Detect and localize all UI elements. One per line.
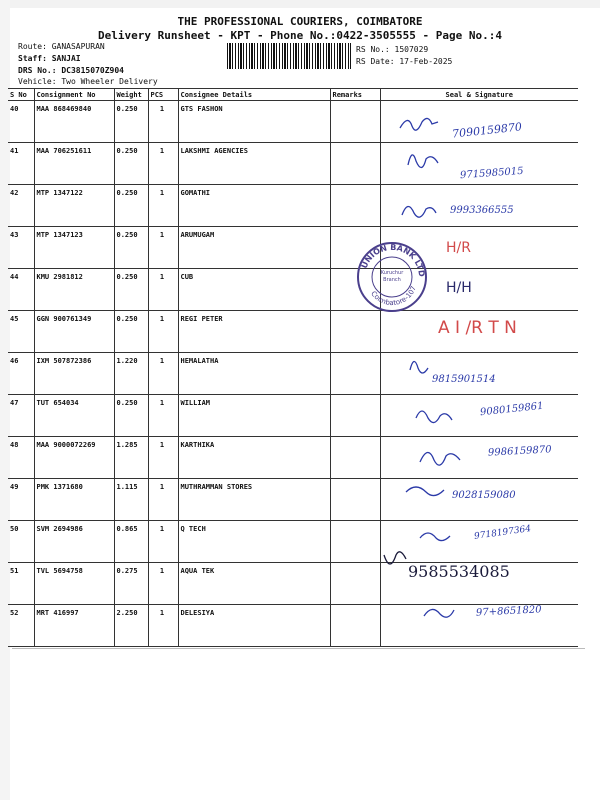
sno: 48 [8, 437, 34, 479]
weight: 0.250 [114, 143, 148, 185]
col-sno: S No [8, 89, 34, 101]
drs-number: DRS No.: DC3815070Z904 [18, 66, 124, 75]
consignment-no: GGN 900761349 [34, 311, 114, 353]
stamp-branch: Kuruchur Branch [380, 270, 404, 283]
signature-phone-48: 9986159870 [487, 444, 552, 459]
weight: 0.250 [114, 227, 148, 269]
consignee: KARTHIKA [178, 437, 330, 479]
consignment-no: MTP 1347123 [34, 227, 114, 269]
signature-phone-52: 97+8651820 [475, 604, 542, 619]
consignee: MUTHRAMMAN STORES [178, 479, 330, 521]
col-consignee: Consignee Details [178, 89, 330, 101]
pcs: 1 [148, 437, 178, 479]
signature-mark [420, 533, 450, 541]
signature-mark [410, 361, 428, 373]
consignee: HEMALATHA [178, 353, 330, 395]
weight: 0.250 [114, 269, 148, 311]
sno: 45 [8, 311, 34, 353]
sno: 40 [8, 101, 34, 143]
consignee: ARUMUGAM [178, 227, 330, 269]
consignee: CUB [178, 269, 330, 311]
signature-phone-49: 9028159080 [452, 490, 516, 501]
consignment-no: SVM 2694986 [34, 521, 114, 563]
rs-number: RS No.: 1507029 [356, 45, 429, 54]
consignment-no: MAA 706251611 [34, 143, 114, 185]
signature-phone-41: 9715985015 [459, 165, 524, 182]
col-pcs: PCS [148, 89, 178, 101]
col-seal: Seal & Signature [380, 89, 578, 101]
signature-phone-46: 9815901514 [432, 374, 496, 385]
bank-stamp [355, 240, 429, 314]
pcs: 1 [148, 269, 178, 311]
route-label: Route: GANASAPURAN [18, 42, 105, 51]
sno: 52 [8, 605, 34, 647]
consignment-no: TVL 5694758 [34, 563, 114, 605]
signature-mark [406, 487, 444, 496]
consignment-no: KMU 2981812 [34, 269, 114, 311]
signature-phone-51: 9585534085 [408, 562, 510, 581]
consignment-no: PMK 1371680 [34, 479, 114, 521]
remark-hh: H/H [446, 280, 472, 296]
footer-divider [12, 648, 585, 649]
weight: 0.250 [114, 101, 148, 143]
weight: 1.285 [114, 437, 148, 479]
signature-phone-40: 7090159870 [451, 120, 523, 141]
pcs: 1 [148, 563, 178, 605]
signature-mark [400, 118, 438, 130]
sno: 49 [8, 479, 34, 521]
consignment-no: MAA 868469840 [34, 101, 114, 143]
weight: 0.865 [114, 521, 148, 563]
vehicle-label: Vehicle: Two Wheeler Delivery [18, 77, 158, 86]
company-title: THE PROFESSIONAL COURIERS, COIMBATORE [177, 15, 423, 28]
signature-phone-47: 9080159861 [479, 400, 545, 419]
rs-date: RS Date: 17-Feb-2025 [356, 57, 453, 66]
consignee: Q TECH [178, 521, 330, 563]
signature-mark [408, 155, 438, 168]
sno: 50 [8, 521, 34, 563]
pcs: 1 [148, 395, 178, 437]
sno: 44 [8, 269, 34, 311]
weight: 0.250 [114, 311, 148, 353]
sno: 41 [8, 143, 34, 185]
consignment-no: MTP 1347122 [34, 185, 114, 227]
consignee: GTS FASHON [178, 101, 330, 143]
weight: 0.275 [114, 563, 148, 605]
consignment-no: TUT 654034 [34, 395, 114, 437]
pcs: 1 [148, 185, 178, 227]
runsheet-title: Delivery Runsheet - KPT - Phone No.:0422-3505555 - Page No.:4 [98, 29, 502, 42]
col-consignment: Consignment No [34, 89, 114, 101]
sno: 51 [8, 563, 34, 605]
signature-mark [420, 452, 460, 465]
signature-phone-50: 9718197364 [473, 524, 532, 542]
weight: 0.250 [114, 185, 148, 227]
signature-mark [424, 609, 454, 617]
consignee: AQUA TEK [178, 563, 330, 605]
consignment-no: MRT 416997 [34, 605, 114, 647]
pcs: 1 [148, 143, 178, 185]
signature-mark [416, 411, 452, 423]
pcs: 1 [148, 605, 178, 647]
consignee: REGI PETER [178, 311, 330, 353]
weight: 1.220 [114, 353, 148, 395]
sno: 47 [8, 395, 34, 437]
sno: 42 [8, 185, 34, 227]
signature-mark [384, 552, 406, 564]
col-remarks: Remarks [330, 89, 380, 101]
col-weight: Weight [114, 89, 148, 101]
sno: 43 [8, 227, 34, 269]
weight: 0.250 [114, 395, 148, 437]
pcs: 1 [148, 353, 178, 395]
consignment-no: MAA 9000072269 [34, 437, 114, 479]
signature-phone-42: 9993366555 [450, 205, 514, 216]
pcs: 1 [148, 227, 178, 269]
remark-hr: H/R [446, 240, 471, 256]
weight: 2.250 [114, 605, 148, 647]
signature-mark [402, 206, 436, 217]
pcs: 1 [148, 521, 178, 563]
consignee: LAKSHMI AGENCIES [178, 143, 330, 185]
pcs: 1 [148, 311, 178, 353]
consignee: GOMATHI [178, 185, 330, 227]
weight: 1.115 [114, 479, 148, 521]
remark-airtn: A I /R T N [438, 318, 517, 338]
consignment-no: IXM 507872386 [34, 353, 114, 395]
pcs: 1 [148, 101, 178, 143]
stamp-city: Coimbatore-107 [369, 285, 418, 308]
stamp-bank-name: UNION BANK LTD [359, 242, 427, 278]
consignee: DELESIYA [178, 605, 330, 647]
staff-label: Staff: SANJAI [18, 54, 81, 63]
consignee: WILLIAM [178, 395, 330, 437]
pcs: 1 [148, 479, 178, 521]
sno: 46 [8, 353, 34, 395]
